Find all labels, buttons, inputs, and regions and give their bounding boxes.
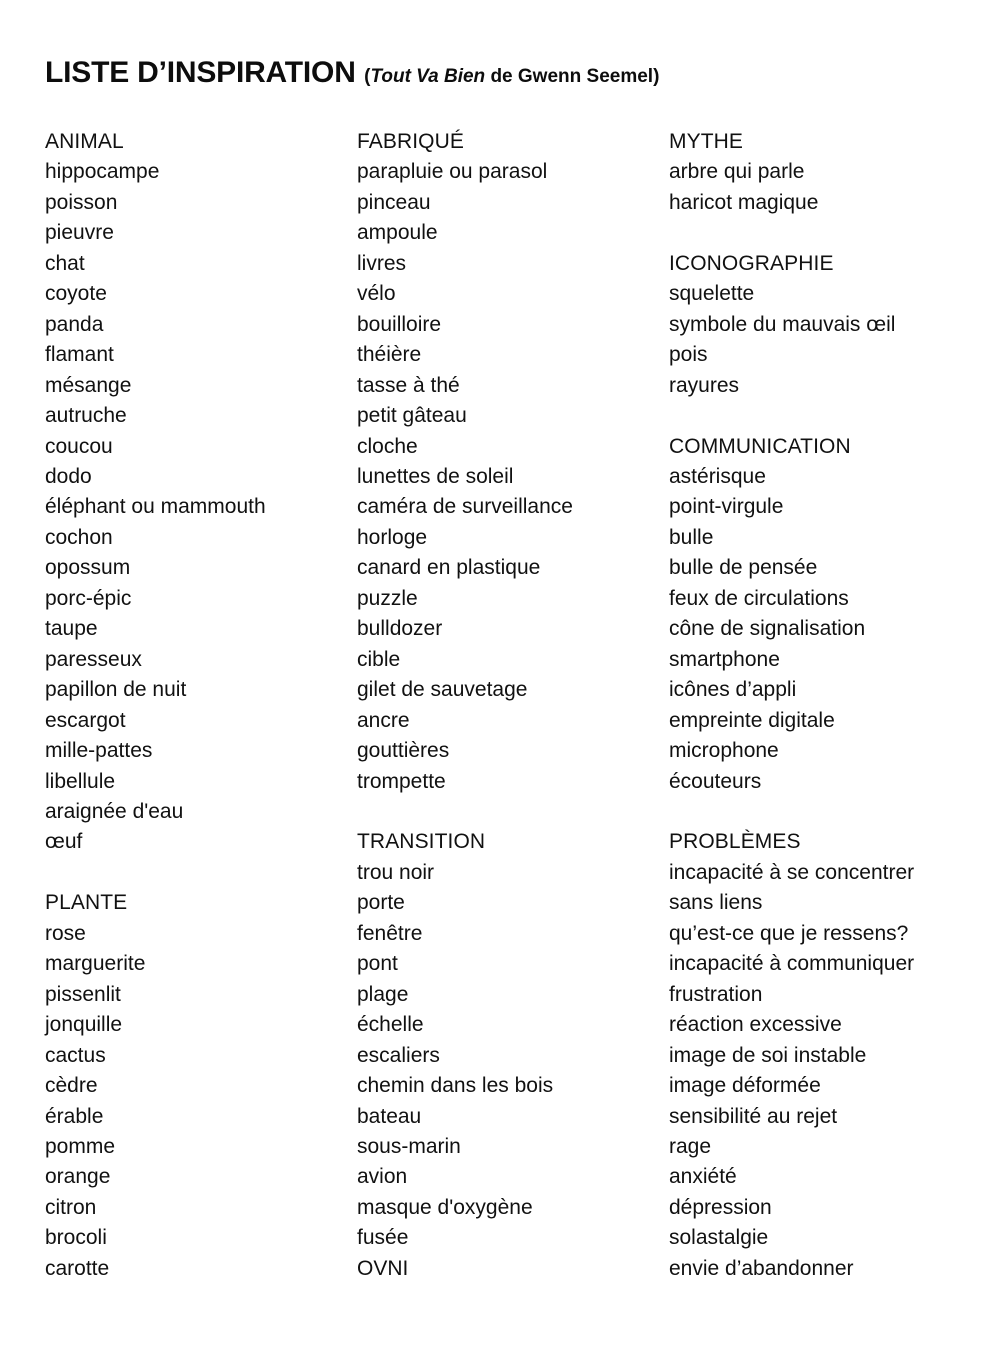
item-list <box>669 279 914 401</box>
list-item: escaliers <box>357 1043 440 1067</box>
list-item: réaction excessive <box>669 1013 842 1037</box>
list-item: paresseux <box>45 647 142 671</box>
list-item: anxiété <box>669 1165 737 1189</box>
list-item: cône de signalisation <box>669 617 866 641</box>
item-list <box>45 919 266 1284</box>
list-item: fusée <box>357 1226 409 1250</box>
list-item: sensibilité au rejet <box>669 1104 838 1128</box>
list-item: autruche <box>45 404 127 428</box>
list-item: image de soi instable <box>669 1043 867 1067</box>
list-item: qu’est-ce que je ressens? <box>669 921 909 945</box>
list-item: OVNI <box>357 1256 409 1280</box>
section-heading: PROBLÈMES <box>669 830 801 854</box>
section-transition <box>357 827 573 1284</box>
list-item: cactus <box>45 1043 106 1067</box>
list-item: tasse à thé <box>357 373 460 397</box>
list-item: trompette <box>357 769 446 793</box>
list-item: éléphant ou mammouth <box>45 495 266 519</box>
column-1 <box>45 127 266 1315</box>
list-item: taupe <box>45 617 98 641</box>
list-item: pois <box>669 343 708 367</box>
list-item: sans liens <box>669 891 763 915</box>
list-item: bulle de pensée <box>669 556 818 580</box>
list-item: parapluie ou parasol <box>357 160 548 184</box>
list-item: jonquille <box>45 1013 123 1037</box>
list-item: brocoli <box>45 1226 107 1250</box>
list-item: empreinte digitale <box>669 708 835 732</box>
list-item: gouttières <box>357 739 450 763</box>
list-item: théière <box>357 343 422 367</box>
list-item: puzzle <box>357 586 418 610</box>
list-item: cible <box>357 647 401 671</box>
list-item: dodo <box>45 464 92 488</box>
list-item: porc-épic <box>45 586 132 610</box>
list-item: bouilloire <box>357 312 442 336</box>
list-item: coucou <box>45 434 113 458</box>
list-item: canard en plastique <box>357 556 541 580</box>
section-heading: PLANTE <box>45 891 128 915</box>
section-fabrique <box>357 127 573 797</box>
list-item: cochon <box>45 525 113 549</box>
list-item: cloche <box>357 434 418 458</box>
list-item: cèdre <box>45 1074 98 1098</box>
section-heading: ANIMAL <box>45 130 124 153</box>
list-item: mésange <box>45 373 132 397</box>
list-item: écouteurs <box>669 769 762 793</box>
list-item: chemin dans les bois <box>357 1074 554 1098</box>
list-item: panda <box>45 312 104 336</box>
list-item: pomme <box>45 1134 116 1158</box>
list-item: masque d'oxygène <box>357 1195 533 1219</box>
list-item: astérisque <box>669 464 766 488</box>
list-item: frustration <box>669 982 763 1006</box>
list-item: envie d’abandonner <box>669 1256 854 1280</box>
list-item: vélo <box>357 282 396 306</box>
item-list <box>669 157 914 218</box>
list-item: bulldozer <box>357 617 443 641</box>
list-item: gilet de sauvetage <box>357 678 528 702</box>
section-plante <box>45 888 266 1284</box>
list-item: escargot <box>45 708 126 732</box>
list-item: haricot magique <box>669 190 819 214</box>
title-subtitle <box>364 66 659 87</box>
list-item: mille-pattes <box>45 739 153 763</box>
list-item: porte <box>357 891 405 915</box>
item-list <box>357 157 573 797</box>
list-item: point-virgule <box>669 495 784 519</box>
list-item: papillon de nuit <box>45 678 187 702</box>
section-communication <box>669 432 914 797</box>
list-item: pieuvre <box>45 221 114 245</box>
subtitle-author: de Gwenn Seemel) <box>485 66 660 87</box>
list-item: incapacité à se concentrer <box>669 860 915 884</box>
list-item: bulle <box>669 525 714 549</box>
section-problemes <box>669 827 914 1284</box>
list-item: avion <box>357 1165 408 1189</box>
list-item: trou noir <box>357 860 435 884</box>
list-item: bateau <box>357 1104 422 1128</box>
section-heading: MYTHE <box>669 130 743 153</box>
list-item: pont <box>357 952 398 976</box>
list-item: carotte <box>45 1256 110 1280</box>
list-item: citron <box>45 1195 97 1219</box>
item-list <box>357 858 573 1284</box>
list-item: plage <box>357 982 409 1006</box>
list-item: sous-marin <box>357 1134 461 1158</box>
subtitle-open-paren: ( <box>364 66 371 87</box>
list-item: feux de circulations <box>669 586 849 610</box>
list-item: icônes d’appli <box>669 678 797 702</box>
list-item: araignée d'eau <box>45 799 184 823</box>
list-item: smartphone <box>669 647 780 671</box>
list-item: hippocampe <box>45 160 160 184</box>
list-item: ancre <box>357 708 410 732</box>
list-item: caméra de surveillance <box>357 495 573 519</box>
item-list <box>669 462 914 797</box>
list-item: orange <box>45 1165 111 1189</box>
column-3 <box>669 127 914 1315</box>
list-item: image déformée <box>669 1074 821 1098</box>
list-item: marguerite <box>45 952 146 976</box>
list-item: squelette <box>669 282 755 306</box>
list-item: dépression <box>669 1195 772 1219</box>
list-item: arbre qui parle <box>669 160 805 184</box>
list-item: microphone <box>669 739 779 763</box>
list-item: rage <box>669 1134 712 1158</box>
page-title <box>45 56 659 90</box>
section-animal <box>45 127 266 858</box>
list-item: petit gâteau <box>357 404 467 428</box>
list-item: fenêtre <box>357 921 423 945</box>
list-item: coyote <box>45 282 107 306</box>
list-item: symbole du mauvais œil <box>669 312 896 336</box>
section-heading: TRANSITION <box>357 830 486 854</box>
list-item: poisson <box>45 190 118 214</box>
item-list <box>45 157 266 857</box>
list-item: œuf <box>45 830 83 854</box>
column-2 <box>357 127 573 1315</box>
list-item: opossum <box>45 556 131 580</box>
list-item: rayures <box>669 373 740 397</box>
list-item: pissenlit <box>45 982 121 1006</box>
section-heading: ICONOGRAPHIE <box>669 251 834 275</box>
section-iconographie <box>669 249 914 401</box>
list-item: rose <box>45 921 86 945</box>
list-item: livres <box>357 251 407 275</box>
list-item: lunettes de soleil <box>357 464 514 488</box>
list-item: solastalgie <box>669 1226 769 1250</box>
list-item: chat <box>45 251 85 275</box>
section-mythe <box>669 127 914 218</box>
item-list <box>669 858 914 1284</box>
list-item: horloge <box>357 525 428 549</box>
list-item: pinceau <box>357 190 431 214</box>
title-main: LISTE D’INSPIRATION <box>45 56 356 89</box>
subtitle-book-title: Tout Va Bien <box>370 66 486 87</box>
list-item: échelle <box>357 1013 424 1037</box>
section-heading: FABRIQUÉ <box>357 130 464 153</box>
list-item: libellule <box>45 769 116 793</box>
list-item: ampoule <box>357 221 438 245</box>
list-item: érable <box>45 1104 104 1128</box>
section-heading: COMMUNICATION <box>669 434 851 458</box>
list-item: incapacité à communiquer <box>669 952 915 976</box>
list-item: flamant <box>45 343 114 367</box>
